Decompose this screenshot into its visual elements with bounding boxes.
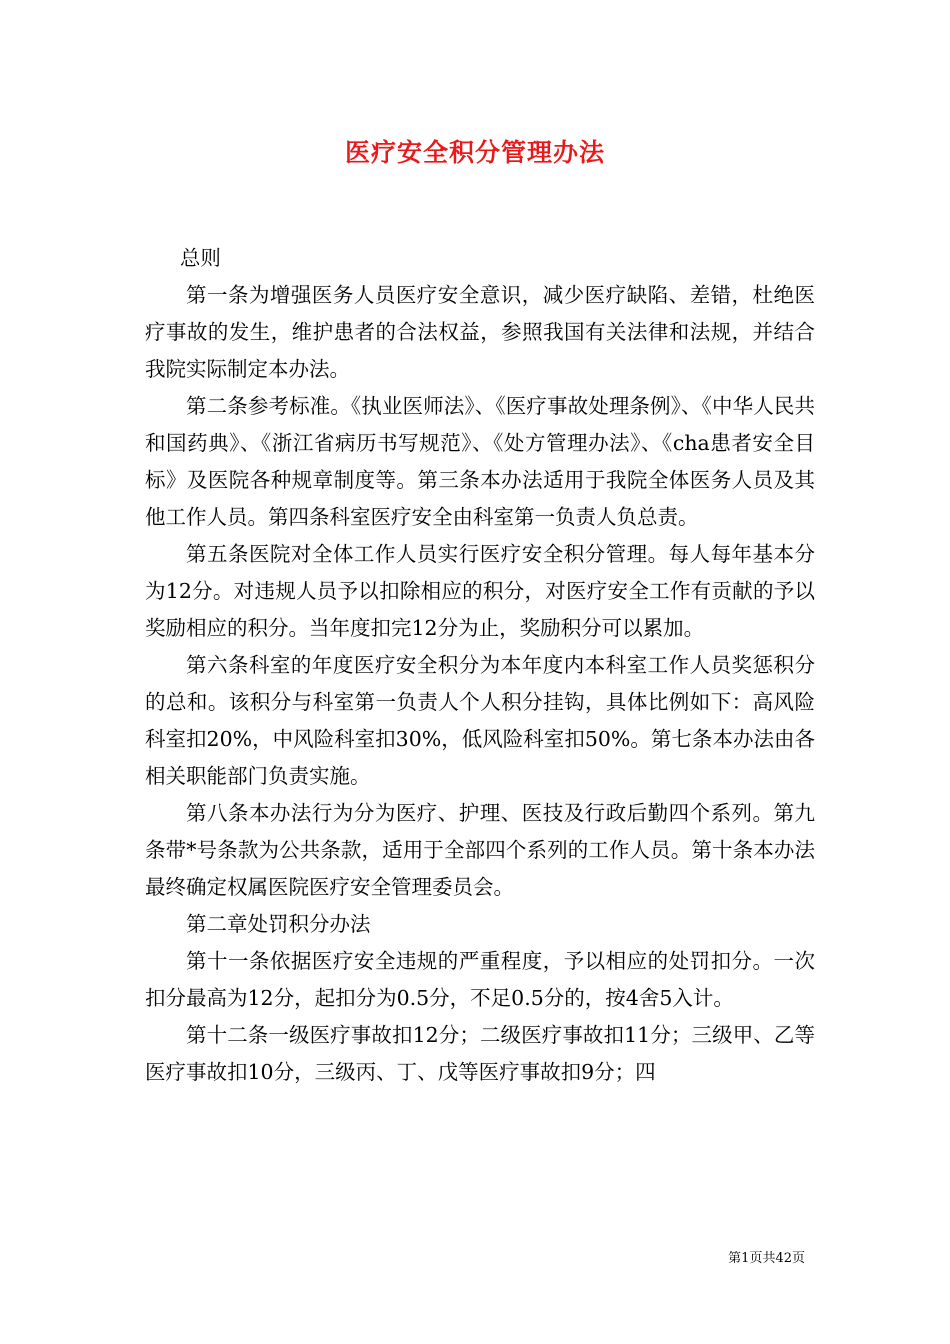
document-title: 医疗安全积分管理办法: [344, 138, 605, 167]
paragraph-article-11: 第十一条依据医疗安全违规的严重程度，予以相应的处罚扣分。一次扣分最高为12分，起扣分为0.5分，不足0.5分的，按4舍5入计。: [145, 949, 815, 1010]
document-body: [145, 240, 815, 1091]
paragraph-article-8: 第八条本办法行为分为医疗、护理、医技及行政后勤四个系列。第九条带*号条款为公共条款，适用于全部四个系列的工作人员。第十条本办法最终确定权属医院医疗安全管理委员会。: [145, 801, 815, 899]
paragraph-article-2: 第二条参考标准。《执业医师法》、《医疗事故处理条例》、《中华人民共和国药典》、《浙江省病历书写规范》、《处方管理办法》、《cha患者安全目标》及医院各种规章制度等。第三条本办法适用于我院全体医务人员及其他工作人员。第四条科室医疗安全由科室第一负责人负总责。: [145, 394, 815, 529]
page-number: 第1页共42页: [728, 1251, 805, 1266]
chapter-heading-2: 第二章处罚积分办法: [186, 912, 371, 936]
paragraph-article-12: 第十二条一级医疗事故扣12分；二级医疗事故扣11分；三级甲、乙等医疗事故扣10分，三级丙、丁、戊等医疗事故扣9分；四: [145, 1023, 815, 1084]
paragraph-article-6: 第六条科室的年度医疗安全积分为本年度内本科室工作人员奖惩积分的总和。该积分与科室第一负责人个人积分挂钩，具体比例如下：高风险科室扣20%，中风险科室扣30%，低风险科室扣50%。第七条本办法由各相关职能部门负责实施。: [145, 653, 815, 788]
section-heading-general: 总则: [179, 246, 221, 270]
paragraph-article-5: 第五条医院对全体工作人员实行医疗安全积分管理。每人每年基本分为12分。对违规人员予以扣除相应的积分，对医疗安全工作有贡献的予以奖励相应的积分。当年度扣完12分为止，奖励积分可以累加。: [145, 542, 815, 640]
paragraph-article-1: 第一条为增强医务人员医疗安全意识，减少医疗缺陷、差错，杜绝医疗事故的发生，维护患者的合法权益，参照我国有关法律和法规，并结合我院实际制定本办法。: [145, 283, 815, 381]
